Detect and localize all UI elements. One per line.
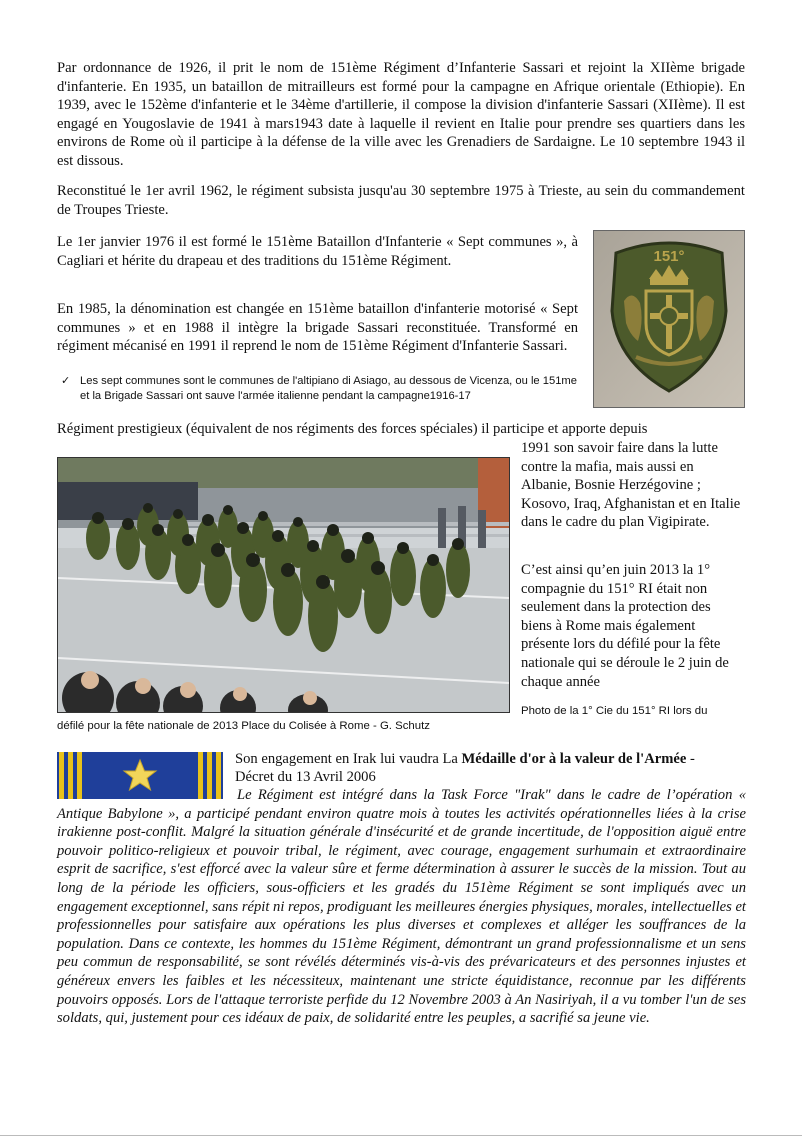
regiment-patch-photo [593, 230, 745, 408]
paragraph-1985: En 1985, la dénomination est changée en 151ème bataillon d'infanterie motorisé « Sept communes » et en 1988 il intègre la brigade Sassari reconstituée. Transformé en régiment mécanisé en 1991 il reprend le nom de 151ème Régiment d'Infanterie Sassari. [57, 301, 578, 355]
parade-illustration [58, 458, 509, 712]
citation-text: Le Régiment est intégré dans la Task Force "Irak" dans le cadre de l’opération « Antique Babylone », a participé pendant environ quatre mois à toutes les activités opérationnelles liées à la crise irakienne post-conflit. Malgré la situation générale d'insécurité et de grande incertitude, de l'opposition aiguë entre pouvoir politico-religieux et pouvoir tribal, le régiment, avec courage, engagement surhumain et extraordinaire esprit de sacrifice, s'est efforcé avec la valeur sûre et ferme détermination à assurer le succès de la mission. Tout au long de la période les officiers, sous-officiers et les gradés du 151ème Régiment se sont impliqués avec un engagement exceptionnel, sans répit ni repos, prodiguant les meilleures énergies physiques, morales, intellectuelles et professionnelles pour satisfaire aux opérations les plus diverses et complexes et alléger les souffrances de la population. Dans ce contexte, les hommes du 151ème Régiment, démontrant un grand professionnalisme et un sens peu commun de responsabilité, se sont révélés déterminés vis-à-vis des prévaricateurs et des personnes injustes et généreux envers les faibles et les nécessiteux, maintenant une stricte équidistance, reconnue par les différents pouvoirs opposés. Lors de l'attaque terroriste perfide du 12 Novembre 2003 à An Nasiriyah, il a vu tomber l'un de ses soldats, qui, justement pour ces idéaux de paix, de solidarité entre les peuples, a sacrifié sa jeune vie. [57, 787, 746, 1027]
medal-intro: Son engagement en Irak lui vaudra La [235, 751, 462, 767]
medal-dash: - [686, 751, 695, 767]
paragraph-juin-2013: C’est ainsi qu’en juin 2013 la 1° compagnie du 151° RI était non seulement dans la protection des biens à Rome mais également présente lors du défilé pour la fête nationale qui se déroule le 2 juin de chaque année [521, 562, 729, 690]
check-icon: ✓ [61, 375, 71, 387]
page-bottom-border [0, 1135, 802, 1136]
footnote-sept-communes [61, 374, 580, 404]
patch-number: 151° [653, 248, 685, 265]
medal-citation [57, 786, 746, 1028]
medal-decree: Décret du 13 Avril 2006 [235, 769, 376, 785]
medal-line-1 [235, 750, 750, 769]
medal-title: Médaille d'or à la valeur de l'Armée [461, 751, 687, 767]
photo-caption-right: Photo de la 1° Cie du 151° RI lors du [521, 705, 708, 717]
photo-caption-left: défilé pour la fête nationale de 2013 Place du Colisée à Rome - G. Schutz [57, 720, 430, 732]
paragraph-1976: Le 1er janvier 1976 il est formé le 151ème Bataillon d'Infanterie « Sept communes », à Cagliari et hérite du drapeau et des traditions du 151ème Régiment. [57, 234, 578, 269]
footnote-text: Les sept communes sont le communes de l'altipiano di Asiago, au dessous de Vicenza, ou le 151me et la Brigade Sassari ont sauve l'armée italienne pendant la campagne1916-17 [80, 375, 577, 403]
patch-illustration [594, 231, 744, 407]
paragraph-1962: Reconstitué le 1er avril 1962, le régiment subsista jusqu'au 30 septembre 1975 à Trieste, au sein du commandement de Troupes Trieste. [57, 183, 745, 218]
paragraph-prestigieux-rest: 1991 son savoir faire dans la lutte contre la mafia, mais aussi en Albanie, Bosnie Herzégovine ; Kosovo, Iraq, Afghanistan et en Italie dans le cadre du plan Vigipirate. [521, 440, 741, 531]
parade-photo [57, 457, 510, 713]
paragraph-prestigieux-intro: Régiment prestigieux (équivalent de nos régiments des forces spéciales) il participe et apporte depuis [57, 421, 648, 437]
paragraph-1926: Par ordonnance de 1926, il prit le nom de 151ème Régiment d’Infanterie Sassari et rejoint la XIIème brigade d'infanterie. En 1935, un bataillon de mitrailleurs est formé pour la campagne en Afrique orientale (Ethiopie). En 1939, avec le 152ème d'infanterie et le 34ème d'artillerie, il compose la division d'infanterie Sassari (XIIème). Il est engagé en Yougoslavie de 1941 à mars1943 date à laquelle il revient en Italie pour prendre ses quartiers dans les environs de Rome où il participe à la défense de la ville avec les Grenadiers de Sardaigne. Le 10 septembre 1943 il est dissous. [57, 60, 745, 169]
